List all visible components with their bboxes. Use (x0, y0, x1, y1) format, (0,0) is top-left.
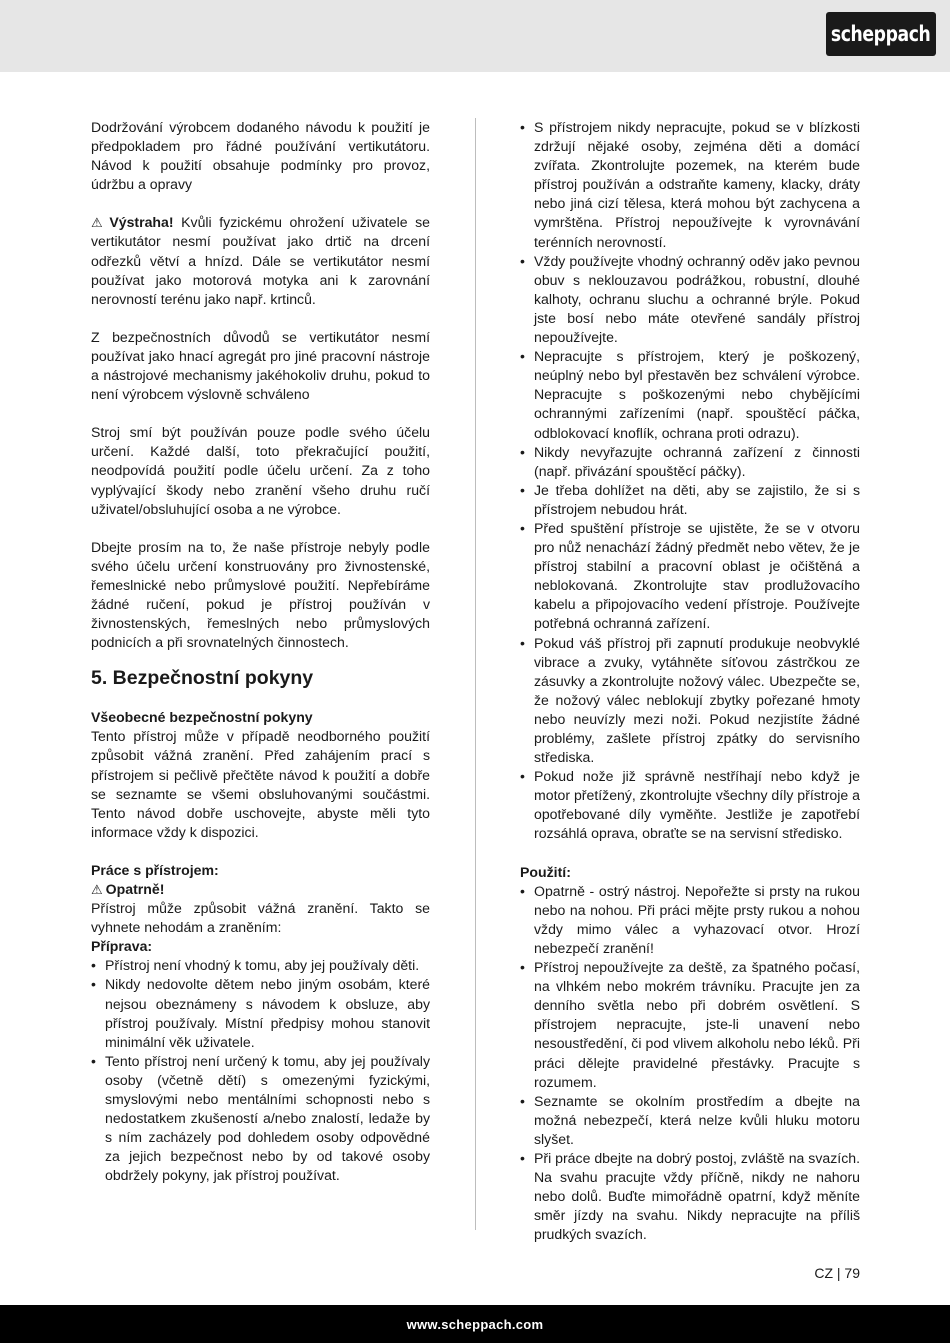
work-title: Práce s přístrojem: (91, 861, 219, 878)
left-column (91, 118, 430, 1186)
footer-band (0, 1305, 950, 1343)
list-item: • Před spuštění přístroje se ujistěte, že se v otvoru pro nůž nenachází žádný předmět nebo větev, že je přístroj stabilní a pracovní oblast je očištěná a neblokovaná. Zkontrolujte stav prodlužovacího kabelu a připojovacího vedení přístroje. Používejte potřebná ochranná zařízení. (520, 519, 860, 634)
list-item: • Pokud váš přístroj při zapnutí produkuje neobvyklé vibrace a zvuky, vytáhněte síťovou zástrčkou ze zásuvky a zkontrolujte nožový válec. Ubezpečte se, že nožový válec neblokují zbytky pořezané hmoty nebo neuvízly mezi noži. Pokud nezjistíte žádné problémy, zašlete přístroj zpátky do servisního střediska. (520, 634, 860, 768)
list-item: • Tento přístroj není určený k tomu, aby jej používaly osoby (včetně dětí) s omezenými fyzickými, smyslovými nebo mentálními schopnosti nebo s nedostatkem zkušeností a/nebo znalostí, ledaže by s ním zacházely pod dohledem osoby odpovědné za jejich bezpečnost nebo by od takové osoby obdržely pokyny, jak přístroj používat. (91, 1052, 430, 1186)
list-item: • Vždy používejte vhodný ochranný oděv jako pevnou obuv s neklouzavou podrážkou, robustní, dlouhé kalhoty, ochranu sluchu a ochranné brýle. Pokud jste bosí nebo máte otevřené sandály přístroj nepoužívejte. (520, 252, 860, 347)
use-list (520, 882, 860, 1245)
list-item: • Je třeba dohlížet na děti, aby se zajistilo, že si s přístrojem nebudou hrát. (520, 481, 860, 519)
list-item: • Pokud nože již správně nestříhají nebo když je motor přetížený, zkontrolujte všechny díly přístroje a opotřebované díly vyměňte. Jestliže je zapotřebí rozsáhlá oprava, obraťte se na servisní středisko. (520, 767, 860, 843)
warning-text: Kvůli fyzickému ohrožení uživatele se vertikutátor nesmí používat jako drtič na drcení odřezků větví a hnízd. Dále se vertikutátor nesmí používat jako motorová motyka ani k zarovnání nerovností terénu jako např. krtinců. (91, 214, 430, 307)
brand-logo (826, 12, 936, 56)
intro-paragraph: Dodržování výrobcem dodaného návodu k použití je předpokladem pro řádné používání vertikutátoru. Návod k použití obsahuje podmínky pro provoz, údržbu a opravy (91, 119, 430, 193)
list-item: • Přístroj nepoužívejte za deště, za špatného počasí, na vlhkém nebo mokrém trávníku. Pracujte jen za denního světla nebo při dobrém osvětlení. S přístrojem nepracujte, jste-li unavení nebo nesoustředění, či pod vlivem alkoholu nebo léků. Při práci dělejte pravidelné přestávky. Pracujte s rozumem. (520, 958, 860, 1092)
safety-list (520, 118, 860, 844)
paragraph-intended-use: Stroj smí být používán pouze podle svého účelu určení. Každé další, toto překračující použití, neodpovídá použití podle účelu určení. Za z toho vyplývající škody nebo zranění všeho druhu ručí uživatel/obsluhující osoba a ne výrobce. (91, 424, 430, 517)
paragraph-drive-unit: Z bezpečnostních důvodů se vertikutátor nesmí používat jako hnací agregát pro jiné pracovní nástroje a nástrojové mechanismy jakéhokoliv druhu, pokud to není výrobcem výslovně schváleno (91, 328, 430, 403)
column-divider (475, 118, 476, 1230)
general-safety-title: Všeobecné bezpečnostní pokyny (91, 709, 313, 726)
caution-line (91, 880, 430, 899)
right-column (520, 118, 860, 1244)
list-item: • Seznamte se okolním prostředím a dbejte na možná nebezpečí, která nelze kvůli hluku motoru slyšet. (520, 1092, 860, 1149)
preparation-title: Příprava: (91, 938, 153, 955)
paragraph-commercial-use: Dbejte prosím na to, že naše přístroje nebyly podle svého účelu určení konstruovány pro živnostenské, řemeslnické nebo průmyslové použití. Nepřebíráme žádné ručení, pokud je přístroj používán v živnostenských, řemeslných nebo průmyslových podnicích a při srovnatelných činnostech. (91, 538, 430, 651)
list-item: • Při práce dbejte na dobrý postoj, zvláště na svazích. Na svahu pracujte vždy příčně, nikdy ne nahoru nebo dolů. Buďte mimořádně opatrní, když měníte směr jízdy na svahu. Nikdy nepracujte na příliš prudkých svazích. (520, 1149, 860, 1244)
caution-label: Opatrně! (105, 881, 165, 897)
list-item: • Opatrně - ostrý nástroj. Nepořežte si prsty na rukou nebo na nohou. Při práci mějte prsty rukou a nohou vždy mimo válec a vyhazovací otvor. Hrozí nebezpečí zranění! (520, 882, 860, 958)
footer-url: www.scheppach.com (406, 1316, 544, 1332)
use-title: Použití: (520, 863, 571, 880)
caution-text: Přístroj může způsobit vážná zranění. Takto se vyhnete nehodám a zraněním: (91, 900, 430, 936)
header-band (0, 0, 950, 72)
caution-triangle-icon: ⚠ (91, 882, 103, 897)
list-item: • Nikdy nevyřazujte ochranná zařízení z činnosti (např. přivázání spouštěcí páčky). (520, 443, 860, 481)
preparation-list (91, 956, 430, 1185)
warning-label: Výstraha! (109, 214, 174, 231)
page-number: CZ | 79 (814, 1265, 860, 1281)
logo-text: scheppach (831, 22, 931, 46)
list-item: • Nikdy nedovolte dětem nebo jiným osobám, které nejsou obeznámeny s návodem k obsluze, aby přístroj používaly. Místní předpisy mohou stanovit minimální věk uživatele. (91, 975, 430, 1051)
section-heading: 5. Bezpečnostní pokyny (91, 667, 314, 690)
list-item: • Přístroj není vhodný k tomu, aby jej používaly děti. (91, 956, 430, 975)
list-item: • S přístrojem nikdy nepracujte, pokud se v blízkosti zdržují nějaké osoby, zejména děti a domácí zvířata. Zkontrolujte pozemek, na kterém bude přístroj používán a odstraňte kameny, klacky, dráty nebo jiná cizí tělesa, která mohou být zachycena a vymrštěna. Přístroj nepoužívejte k vyrovnávání terénních nerovností. (520, 118, 860, 252)
warning-paragraph (91, 213, 430, 308)
general-safety-text: Tento přístroj může v případě neodborného použití způsobit vážná zranění. Před zahájením prací s přístrojem si pečlivě přečtěte návod k použití a dobře se seznamte se všemi obsluhovanými součástmi. Tento návod dobře uschovejte, abyste měli tyto informace vždy k dispozici. (91, 728, 430, 840)
list-item: • Nepracujte s přístrojem, který je poškozený, neúplný nebo byl přestavěn bez schválení výrobce. Nepracujte s poškozenými nebo chybějícími ochrannými zařízeními (např. spouštěcí páčka, odblokovací knoflík, ochrana proti odrazu). (520, 347, 860, 442)
warning-triangle-icon: ⚠ (91, 215, 107, 231)
